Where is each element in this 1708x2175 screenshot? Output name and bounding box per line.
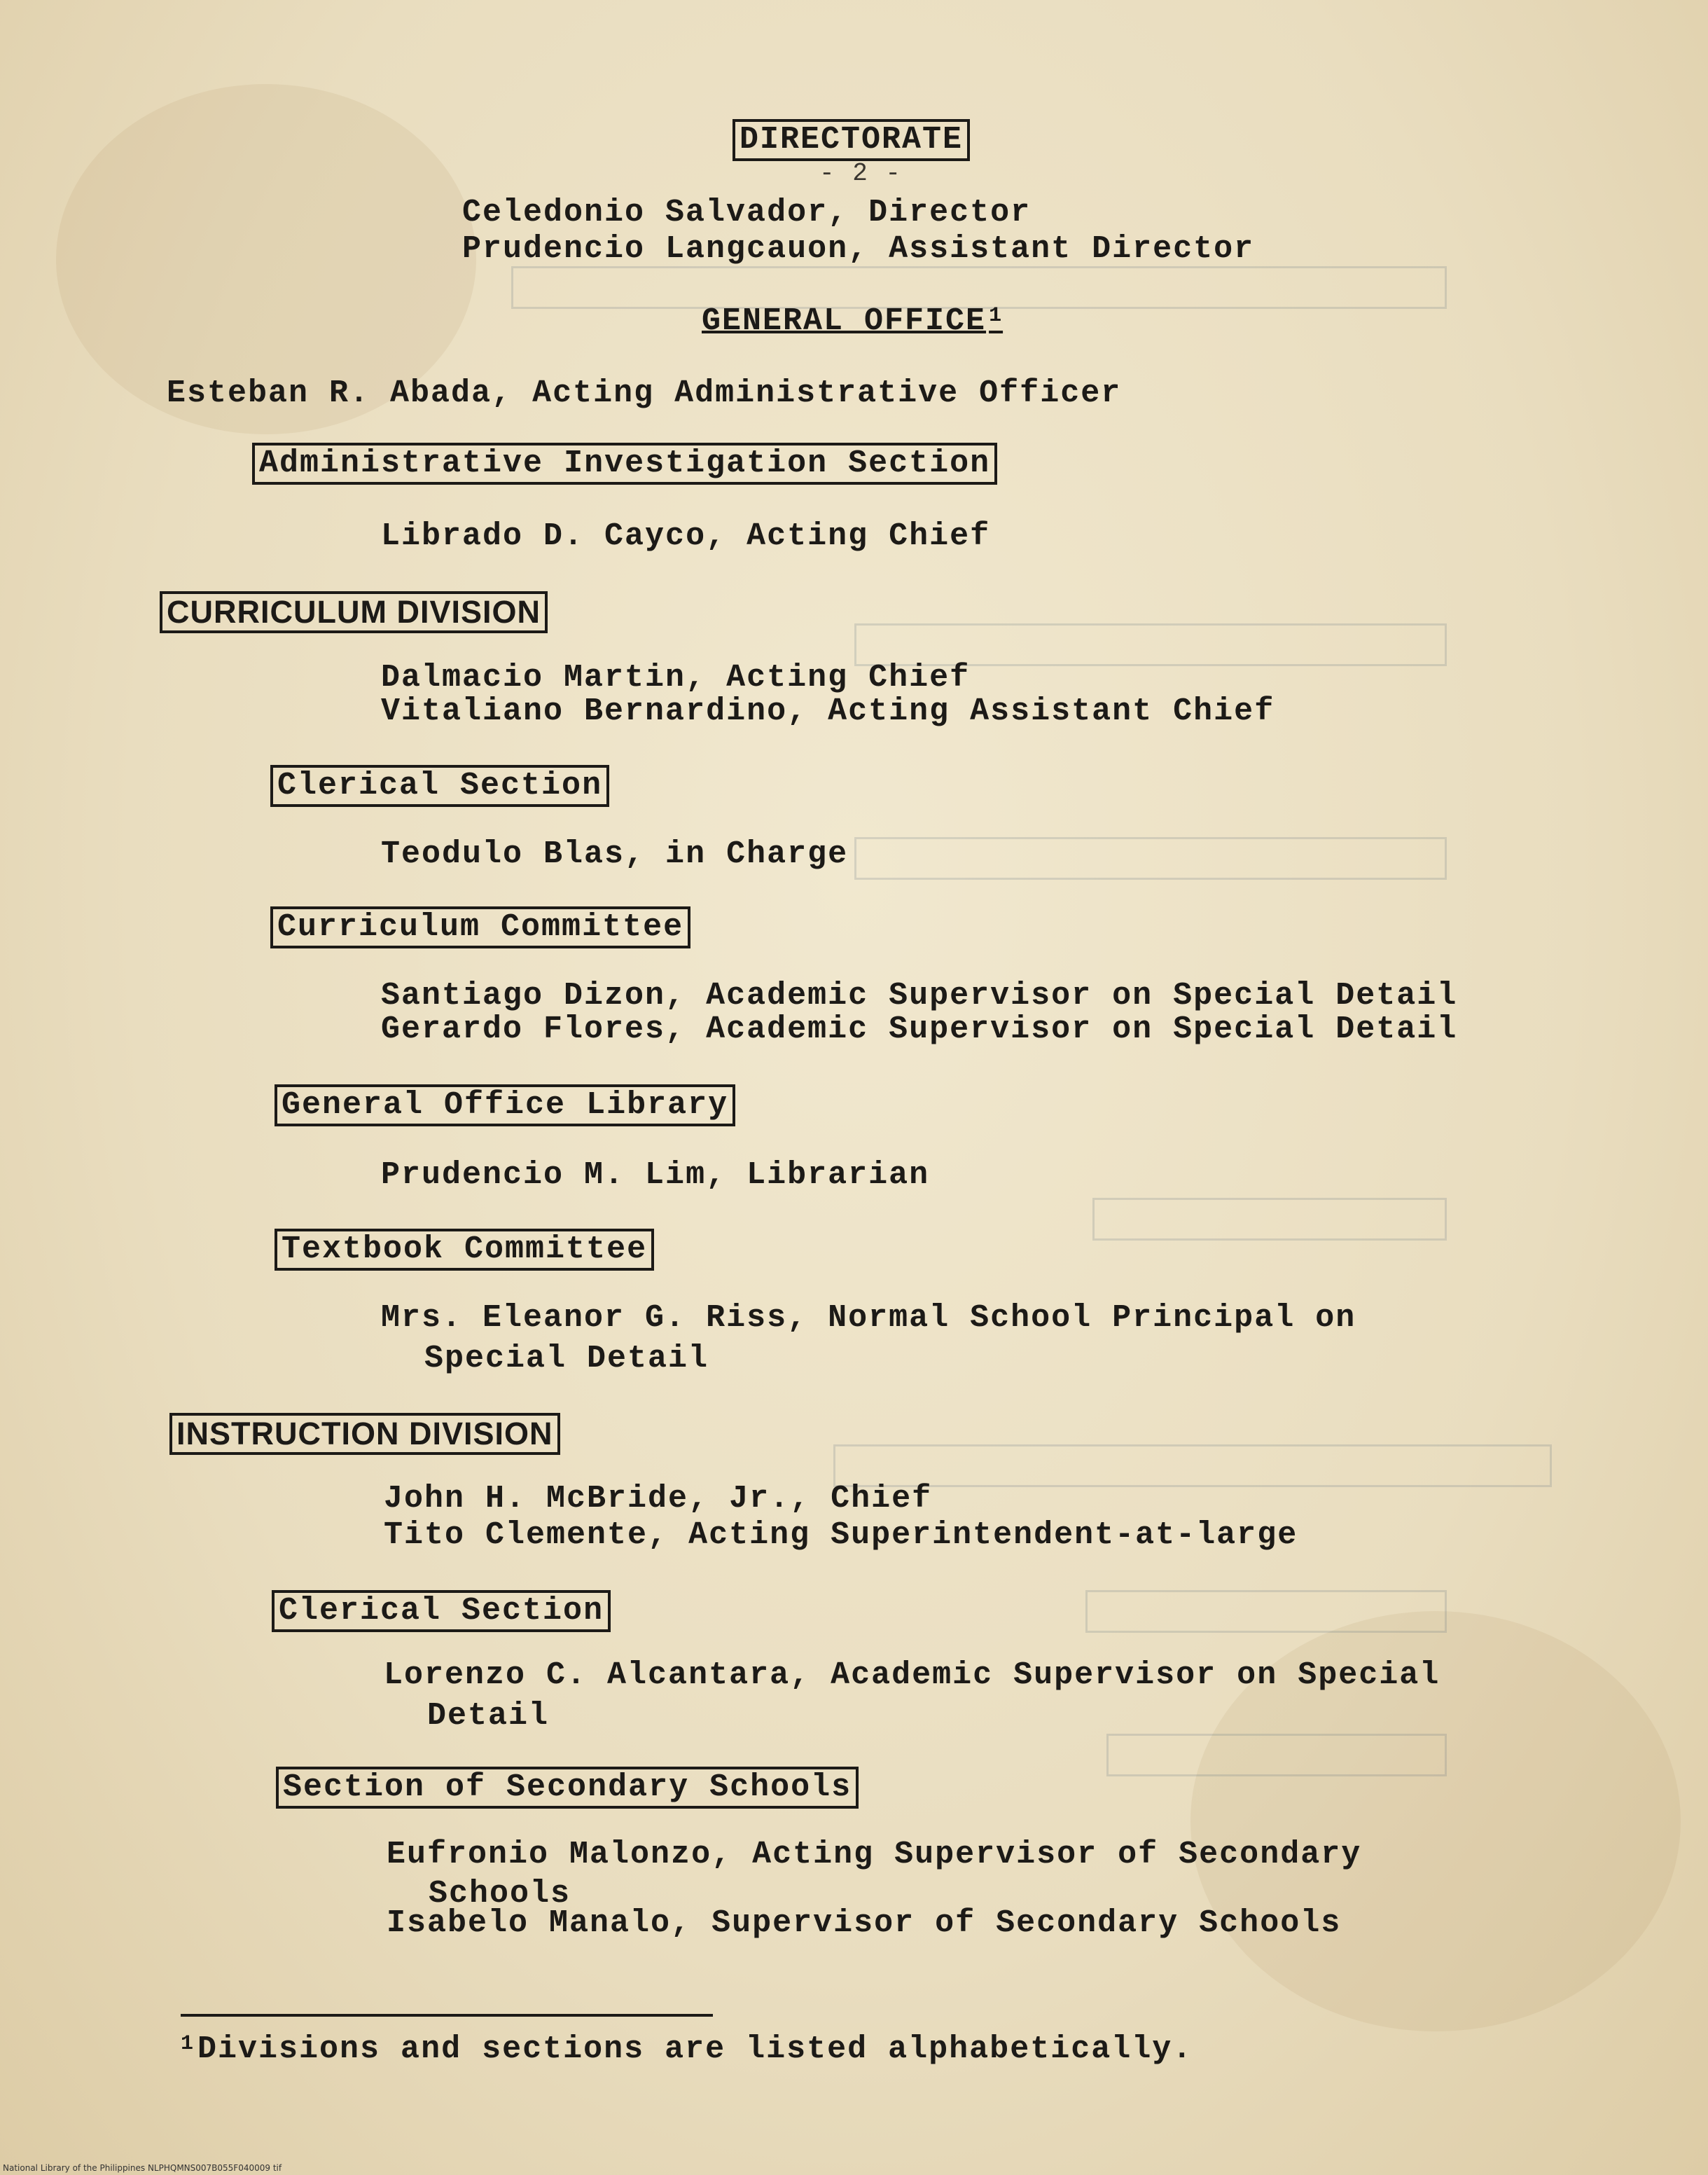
administrative-officer-line: Esteban R. Abada, Acting Administrative Officer	[167, 375, 1122, 411]
committee-member-line: Santiago Dizon, Academic Supervisor on Special Detail	[381, 978, 1458, 1014]
footnote-reference: 1	[989, 304, 1004, 328]
librarian-line: Prudencio M. Lim, Librarian	[381, 1157, 930, 1193]
general-office-title: GENERAL OFFICE	[702, 303, 987, 339]
curriculum-committee-heading: Curriculum Committee	[270, 906, 690, 948]
footnote-text: Divisions and sections are listed alphabetically.	[197, 2031, 1193, 2067]
instruction-clerical-section-heading: Clerical Section	[272, 1590, 611, 1632]
bleed-through-box	[511, 266, 1447, 309]
bleed-through-box	[1092, 1198, 1447, 1241]
archive-label: National Library of the Philippines NLPHQMNS007B055F040009 tif	[3, 2163, 282, 2173]
secondary-supervisor-continuation: Schools	[429, 1876, 571, 1912]
directorate-heading: DIRECTORATE	[733, 119, 970, 161]
general-office-library-heading: General Office Library	[275, 1084, 735, 1126]
textbook-committee-heading: Textbook Committee	[275, 1229, 654, 1271]
curriculum-division-heading: CURRICULUM DIVISION	[160, 591, 548, 633]
footnote-rule	[181, 2014, 713, 2017]
instruction-clerical-continuation: Detail	[427, 1698, 550, 1734]
secondary-supervisor-line-2: Isabelo Manalo, Supervisor of Secondary Schools	[387, 1905, 1342, 1941]
curriculum-clerical-section-heading: Clerical Section	[270, 765, 609, 807]
general-office-heading	[702, 303, 1003, 340]
curriculum-clerical-staff-line: Teodulo Blas, in Charge	[381, 836, 849, 872]
page-number: - 2 -	[819, 159, 903, 188]
director-line: Celedonio Salvador, Director	[462, 195, 1032, 230]
bleed-through-box	[1085, 1590, 1447, 1633]
assistant-director-line: Prudencio Langcauon, Assistant Director	[462, 231, 1255, 267]
textbook-member-continuation: Special Detail	[424, 1341, 709, 1376]
secondary-schools-section-heading: Section of Secondary Schools	[276, 1767, 859, 1809]
textbook-member-line: Mrs. Eleanor G. Riss, Normal School Principal on	[381, 1300, 1356, 1336]
instruction-chief-line: John H. McBride, Jr., Chief	[384, 1481, 933, 1517]
bleed-through-box	[833, 1444, 1552, 1487]
admin-section-chief-line: Librado D. Cayco, Acting Chief	[381, 518, 991, 554]
secondary-supervisor-line: Eufronio Malonzo, Acting Supervisor of Secondary	[387, 1837, 1362, 1872]
footnote	[181, 2031, 1193, 2068]
admin-investigation-section-heading: Administrative Investigation Section	[252, 443, 997, 485]
curriculum-assistant-chief-line: Vitaliano Bernardino, Acting Assistant Chief	[381, 693, 1275, 729]
committee-member-line: Gerardo Flores, Academic Supervisor on Special Detail	[381, 1011, 1458, 1047]
curriculum-chief-line: Dalmacio Martin, Acting Chief	[381, 660, 971, 696]
instruction-clerical-line: Lorenzo C. Alcantara, Academic Supervisor on Special	[384, 1657, 1440, 1693]
bleed-through-box	[854, 837, 1447, 880]
instruction-division-heading: INSTRUCTION DIVISION	[169, 1413, 560, 1455]
footnote-mark: 1	[181, 2032, 195, 2056]
superintendent-line: Tito Clemente, Acting Superintendent-at-large	[384, 1517, 1298, 1553]
bleed-through-box	[1106, 1734, 1447, 1776]
